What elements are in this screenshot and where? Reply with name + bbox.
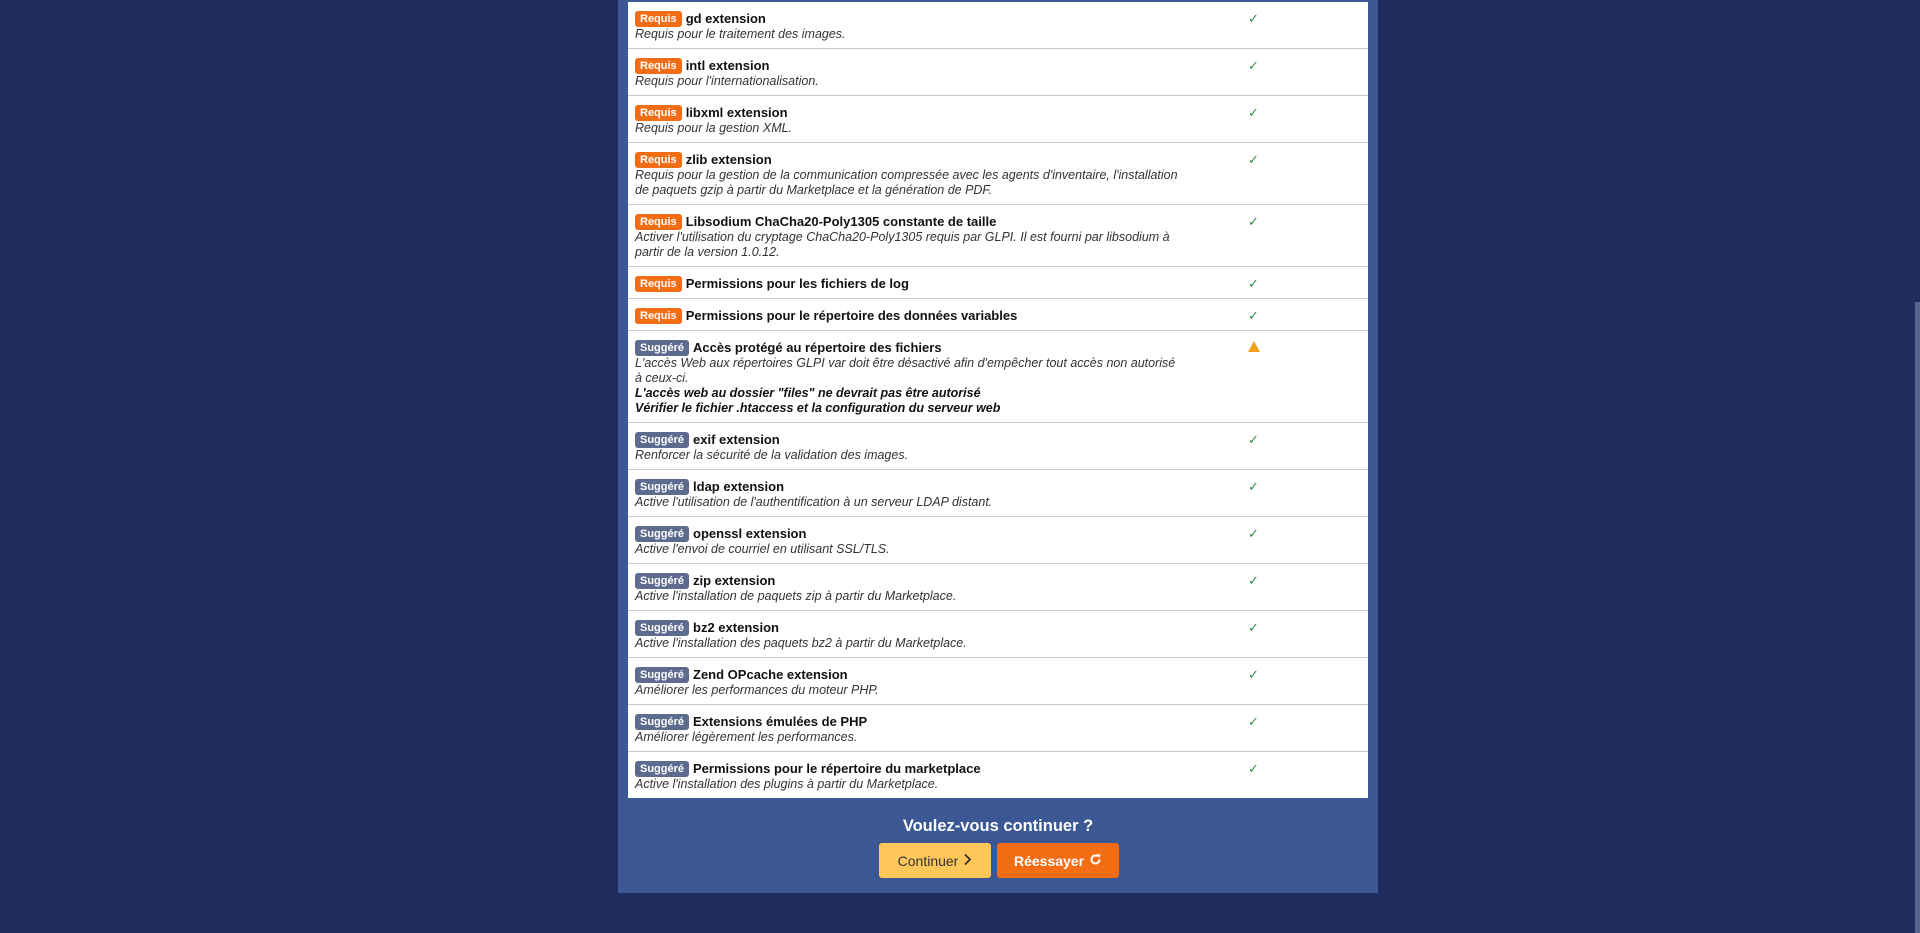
requirement-title-line	[635, 58, 1178, 74]
requirement-title-line	[635, 667, 1178, 683]
requirement-status	[1188, 49, 1368, 96]
requirement-description	[628, 267, 1188, 299]
requirement-status	[1188, 517, 1368, 564]
requirement-title-line	[635, 526, 1178, 542]
requirement-row	[628, 267, 1368, 299]
requirement-status	[1188, 705, 1368, 752]
requirement-info	[635, 121, 1178, 136]
requirement-description	[628, 205, 1188, 267]
requirement-name: Zend OPcache extension	[693, 667, 848, 682]
requirement-status	[1188, 564, 1368, 611]
requirement-name: Extensions émulées de PHP	[693, 714, 868, 729]
requirement-badge: Suggéré	[635, 714, 689, 730]
requirement-title-line	[635, 573, 1178, 589]
requirement-row	[628, 611, 1368, 658]
requirement-badge: Suggéré	[635, 667, 689, 683]
requirement-description	[628, 564, 1188, 611]
check-icon: ✓	[1248, 573, 1259, 588]
requirement-name: libxml extension	[685, 105, 788, 120]
requirement-name: zip extension	[693, 573, 776, 588]
requirement-name: openssl extension	[693, 526, 807, 541]
requirement-info	[635, 495, 1178, 510]
requirement-badge: Requis	[635, 214, 682, 230]
requirement-badge: Suggéré	[635, 620, 689, 636]
requirement-status	[1188, 299, 1368, 331]
requirement-warning-text: Vérifier le fichier .htaccess et la configuration du serveur web	[635, 401, 1001, 415]
check-icon: ✓	[1248, 526, 1259, 541]
requirement-info	[635, 448, 1178, 463]
requirement-info	[635, 636, 1178, 651]
requirement-row	[628, 705, 1368, 752]
requirement-name: zlib extension	[685, 152, 772, 167]
requirement-info	[635, 356, 1178, 416]
requirement-description	[628, 96, 1188, 143]
requirement-title-line	[635, 152, 1178, 168]
requirement-row	[628, 299, 1368, 331]
requirement-status	[1188, 143, 1368, 205]
requirement-name: Permissions pour le répertoire du marketplace	[693, 761, 981, 776]
requirement-name: Libsodium ChaCha20-Poly1305 constante de taille	[685, 214, 997, 229]
requirement-row	[628, 143, 1368, 205]
requirement-title-line	[635, 620, 1178, 636]
requirement-title-line	[635, 308, 1178, 324]
requirement-info-text: Requis pour l'internationalisation.	[635, 74, 819, 88]
requirement-name: Permissions pour le répertoire des données variables	[685, 308, 1018, 323]
check-icon: ✓	[1248, 105, 1259, 120]
check-icon: ✓	[1248, 58, 1259, 73]
check-icon: ✓	[1248, 714, 1259, 729]
requirement-badge: Suggéré	[635, 761, 689, 777]
retry-button-label: Réessayer	[1013, 852, 1085, 869]
requirement-info	[635, 730, 1178, 745]
check-icon: ✓	[1248, 761, 1259, 776]
requirement-badge: Suggéré	[635, 340, 689, 356]
requirement-row	[628, 752, 1368, 799]
requirement-description	[628, 331, 1188, 423]
requirement-info	[635, 542, 1178, 557]
requirement-description	[628, 423, 1188, 470]
requirement-row	[628, 423, 1368, 470]
check-icon: ✓	[1248, 214, 1259, 229]
check-icon: ✓	[1248, 276, 1259, 291]
requirement-info	[635, 777, 1178, 792]
requirement-badge: Requis	[635, 11, 682, 27]
retry-button[interactable]	[997, 843, 1119, 878]
requirement-status	[1188, 2, 1368, 49]
requirement-badge: Requis	[635, 58, 682, 74]
requirement-status	[1188, 470, 1368, 517]
requirement-info-text: Active l'utilisation de l'authentification à un serveur LDAP distant.	[635, 495, 993, 509]
requirement-status	[1188, 611, 1368, 658]
requirement-info	[635, 589, 1178, 604]
requirement-description	[628, 752, 1188, 799]
requirement-info	[635, 27, 1178, 42]
requirement-description	[628, 470, 1188, 517]
requirement-name: intl extension	[685, 58, 770, 73]
requirement-info-text: Active l'installation des plugins à partir du Marketplace.	[635, 777, 939, 791]
page-scrollbar[interactable]	[1913, 0, 1920, 933]
requirements-table-wrapper	[628, 2, 1368, 798]
requirement-row	[628, 517, 1368, 564]
requirement-description	[628, 299, 1188, 331]
check-icon: ✓	[1248, 152, 1259, 167]
requirement-title-line	[635, 479, 1178, 495]
requirement-description	[628, 517, 1188, 564]
requirement-name: exif extension	[693, 432, 780, 447]
requirement-info	[635, 683, 1178, 698]
check-icon: ✓	[1248, 667, 1259, 682]
requirement-row	[628, 564, 1368, 611]
requirement-status	[1188, 423, 1368, 470]
continue-button[interactable]	[879, 843, 991, 878]
requirement-info-text: L'accès Web aux répertoires GLPI var doit être désactivé afin d'empêcher tout accès non autorisé à ceux-ci.	[635, 356, 1176, 385]
chevron-right-icon	[963, 853, 972, 869]
requirement-info-text: Renforcer la sécurité de la validation des images.	[635, 448, 909, 462]
requirement-badge: Suggéré	[635, 432, 689, 448]
requirement-name: gd extension	[685, 11, 766, 26]
requirement-description	[628, 611, 1188, 658]
requirement-badge: Suggéré	[635, 479, 689, 495]
requirement-row	[628, 470, 1368, 517]
requirement-description	[628, 705, 1188, 752]
check-icon: ✓	[1248, 432, 1259, 447]
check-icon: ✓	[1248, 11, 1259, 26]
requirement-badge: Suggéré	[635, 526, 689, 542]
requirement-row	[628, 2, 1368, 49]
requirement-info-text: Améliorer légèrement les performances.	[635, 730, 858, 744]
requirement-badge: Suggéré	[635, 573, 689, 589]
requirement-info-text: Active l'installation des paquets bz2 à partir du Marketplace.	[635, 636, 967, 650]
requirement-description	[628, 143, 1188, 205]
requirement-title-line	[635, 340, 1178, 356]
warning-icon	[1248, 341, 1260, 352]
requirement-title-line	[635, 105, 1178, 121]
requirement-status	[1188, 331, 1368, 423]
continue-question: Voulez-vous continuer ?	[902, 817, 1094, 835]
requirement-title-line	[635, 11, 1178, 27]
requirement-info-text: Requis pour la gestion de la communication compressée avec les agents d'inventaire, l'installation de paquets gzip à partir du Marketplace et la génération de PDF.	[635, 168, 1178, 197]
requirement-row	[628, 205, 1368, 267]
requirement-info-text: Améliorer les performances du moteur PHP.	[635, 683, 879, 697]
requirement-title-line	[635, 761, 1178, 777]
requirement-info	[635, 74, 1178, 89]
requirement-status	[1188, 752, 1368, 799]
requirements-table	[628, 2, 1368, 798]
requirement-row	[628, 331, 1368, 423]
requirement-status	[1188, 205, 1368, 267]
requirement-info-text: Activer l'utilisation du cryptage ChaCha20-Poly1305 requis par GLPI. Il est fourni par libsodium à partir de la version 1.0.12.	[635, 230, 1170, 259]
requirement-description	[628, 2, 1188, 49]
redo-icon	[1089, 853, 1102, 869]
requirement-badge: Requis	[635, 308, 682, 324]
requirement-row	[628, 658, 1368, 705]
requirement-name: Accès protégé au répertoire des fichiers	[693, 340, 942, 355]
check-icon: ✓	[1248, 479, 1259, 494]
install-checks-card	[618, 0, 1378, 893]
requirement-status	[1188, 267, 1368, 299]
requirement-status	[1188, 96, 1368, 143]
requirement-info-text: Requis pour le traitement des images.	[635, 27, 846, 41]
requirement-info	[635, 230, 1178, 260]
check-icon: ✓	[1248, 308, 1259, 323]
check-icon: ✓	[1248, 620, 1259, 635]
requirement-row	[628, 96, 1368, 143]
requirement-status	[1188, 658, 1368, 705]
requirement-badge: Requis	[635, 105, 682, 121]
requirement-description	[628, 49, 1188, 96]
requirement-warning-text: L'accès web au dossier "files" ne devrait pas être autorisé	[635, 386, 981, 400]
requirement-name: Permissions pour les fichiers de log	[685, 276, 909, 291]
requirement-title-line	[635, 714, 1178, 730]
requirement-info-text: Active l'envoi de courriel en utilisant SSL/TLS.	[635, 542, 890, 556]
requirement-row	[628, 49, 1368, 96]
requirement-info	[635, 168, 1178, 198]
continue-button-label: Continuer	[897, 852, 959, 869]
requirement-title-line	[635, 214, 1178, 230]
requirement-badge: Requis	[635, 276, 682, 292]
footer-buttons	[618, 843, 1378, 878]
requirement-info-text: Active l'installation de paquets zip à partir du Marketplace.	[635, 589, 957, 603]
requirement-name: ldap extension	[693, 479, 785, 494]
requirement-badge: Requis	[635, 152, 682, 168]
requirement-title-line	[635, 432, 1178, 448]
scrollbar-thumb[interactable]	[1915, 302, 1920, 933]
requirement-name: bz2 extension	[693, 620, 779, 635]
requirement-info-text: Requis pour la gestion XML.	[635, 121, 793, 135]
requirement-title-line	[635, 276, 1178, 292]
continue-footer	[618, 798, 1378, 893]
requirement-description	[628, 658, 1188, 705]
